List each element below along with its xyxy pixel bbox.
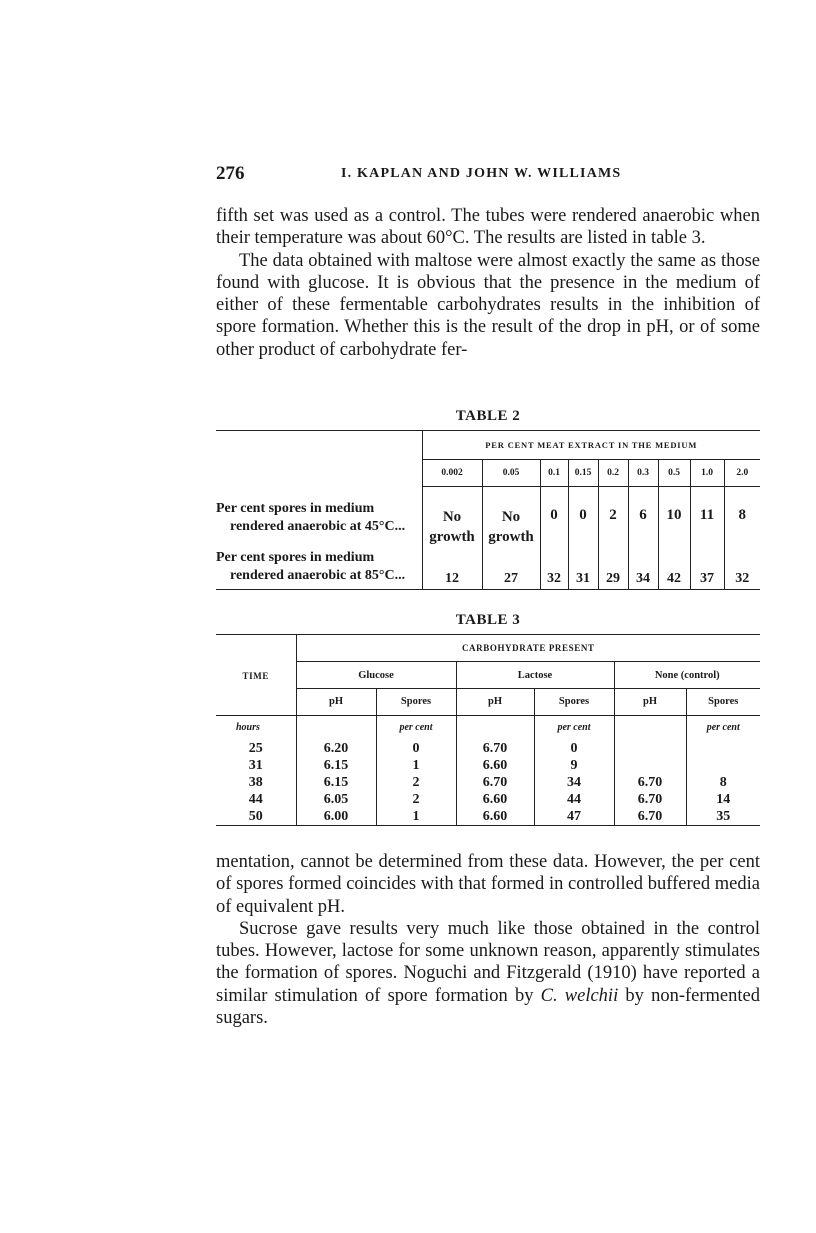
table-3-sub-header: pH bbox=[614, 689, 686, 716]
table-3-group-header: None (control) bbox=[614, 662, 760, 689]
table-3-unit: per cent bbox=[534, 715, 614, 740]
table-2-col-header: 0.2 bbox=[598, 460, 628, 487]
table-3-sub-header: Spores bbox=[686, 689, 760, 716]
table-3-unit: per cent bbox=[686, 715, 760, 740]
table-2-span-header: PER CENT MEAT EXTRACT IN THE MEDIUM bbox=[422, 431, 760, 460]
paragraph-1: fifth set was used as a control. The tubes were rendered anaerobic when their temperature was about 60°C. The results are listed in table 3. bbox=[216, 206, 760, 249]
table-3-time-header: TIME bbox=[216, 635, 296, 689]
table-2-title: TABLE 2 bbox=[455, 408, 521, 424]
table-row: 50 6.00 1 6.60 47 6.70 35 bbox=[216, 808, 760, 826]
table-3-group-header: Glucose bbox=[296, 662, 456, 689]
table-3-group-header: Lactose bbox=[456, 662, 614, 689]
running-head: I. KAPLAN AND JOHN W. WILLIAMS bbox=[341, 166, 622, 181]
table-2-col-header: 0.002 bbox=[422, 460, 482, 487]
table-3-span-header: CARBOHYDRATE PRESENT bbox=[296, 635, 760, 662]
table-3-unit: per cent bbox=[376, 715, 456, 740]
table-3 bbox=[216, 634, 760, 826]
table-2-row-label: Per cent spores in medium rendered anaerobic at 45°C... bbox=[216, 500, 406, 534]
table-2-col-header: 1.0 bbox=[690, 460, 724, 487]
table-3-sub-header: pH bbox=[456, 689, 534, 716]
table-2-col-header: 0.1 bbox=[540, 460, 568, 487]
table-3-unit: hours bbox=[236, 722, 260, 733]
table-row: Per cent spores in medium rendered anaerobic at 45°C... No growth No growth 0 0 2 6 10 11 8 bbox=[216, 487, 760, 548]
paragraph-3: mentation, cannot be determined from these data. However, the per cent of spores formed coincides with that formed in controlled buffered media of equivalent pH. bbox=[216, 852, 760, 917]
table-2-col-header: 0.05 bbox=[482, 460, 540, 487]
table-2 bbox=[216, 430, 760, 590]
page-number: 276 bbox=[216, 163, 245, 184]
table-3-sub-header: Spores bbox=[534, 689, 614, 716]
table-2-row-label: Per cent spores in medium rendered anaerobic at 85°C... bbox=[216, 547, 422, 590]
table-3-sub-header: pH bbox=[296, 689, 376, 716]
table-row: 31 6.15 1 6.60 9 bbox=[216, 757, 760, 774]
table-2-col-header: 0.15 bbox=[568, 460, 598, 487]
table-3-title: TABLE 3 bbox=[455, 612, 521, 628]
table-3-sub-header: Spores bbox=[376, 689, 456, 716]
table-row: 25 6.20 0 6.70 0 bbox=[216, 740, 760, 757]
species-name: C. welchii bbox=[540, 985, 619, 1006]
body-text-top bbox=[216, 205, 760, 361]
body-text-bottom bbox=[216, 851, 760, 1029]
table-row: Per cent spores in medium rendered anaerobic at 85°C... 12 27 32 31 29 34 42 37 32 bbox=[216, 547, 760, 590]
paragraph-4: Sucrose gave results very much like those obtained in the control tubes. However, lactose for some unknown reason, apparently stimulates the formation of spores. Noguchi and Fitzgerald (1910) have reported a similar stimulation of spore formation by C. welchii by non-fermented sugars. bbox=[216, 918, 760, 1029]
table-2-col-header: 0.3 bbox=[628, 460, 658, 487]
table-row: 44 6.05 2 6.60 44 6.70 14 bbox=[216, 791, 760, 808]
paragraph-2: The data obtained with maltose were almost exactly the same as those found with glucose. It is obvious that the presence in the medium of either of these fermentable carbohydrates results in the inhibition of spore formation. Whether this is the result of the drop in pH, or of some other product of carbohydrate fer- bbox=[216, 250, 760, 360]
table-row: 38 6.15 2 6.70 34 6.70 8 bbox=[216, 774, 760, 791]
page-header bbox=[216, 163, 760, 187]
table-2-col-header: 0.5 bbox=[658, 460, 690, 487]
table-2-col-header: 2.0 bbox=[724, 460, 760, 487]
